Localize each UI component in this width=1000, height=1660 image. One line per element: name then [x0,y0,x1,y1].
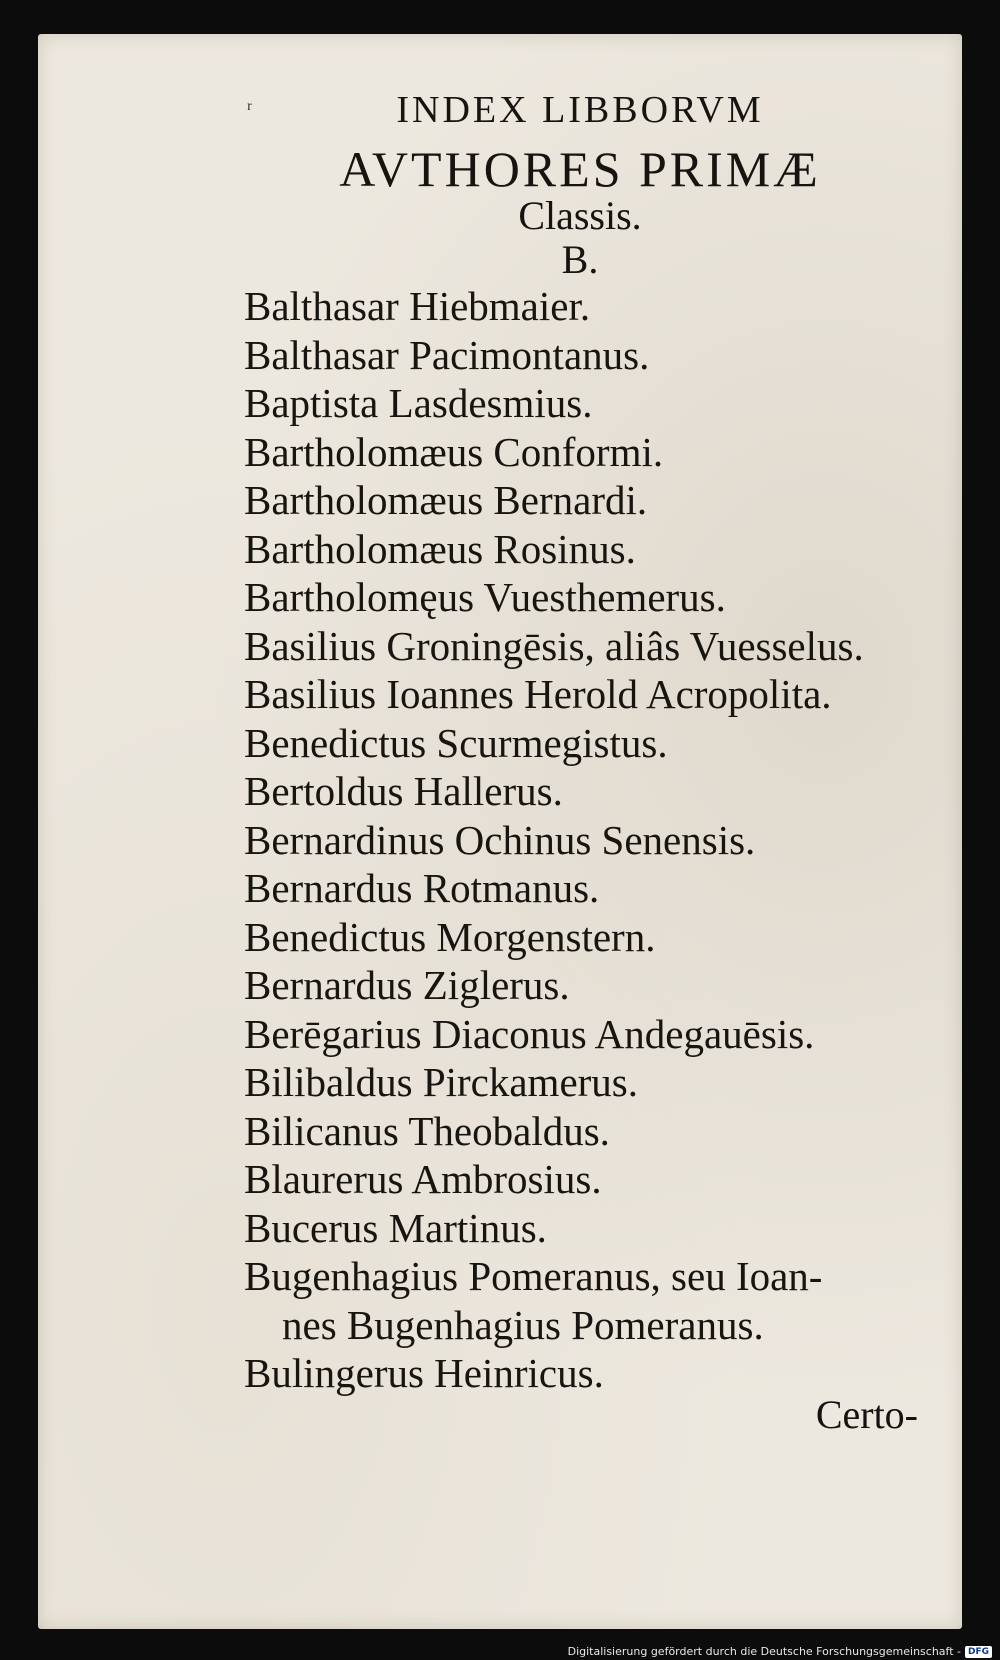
footer-text: Digitalisierung gefördert durch die Deutsche Forschungsgemeinschaft - [567,1645,961,1658]
list-item: Bucerus Martinus. [244,1204,547,1251]
list-item: Bernardus Ziglerus. [244,962,570,1008]
list-item: Bugenhagius Pomeranus, seu Ioan- [244,1253,823,1299]
margin-mark: ʳ [247,96,252,121]
list-item: Balthasar Hiebmaier. [244,283,591,329]
running-title: INDEX LIBBORVM [396,89,764,131]
list-item: Bernardus Rotmanus. [244,865,600,911]
author-list [244,282,944,1398]
list-item: Bilicanus Theobaldus. [244,1107,610,1154]
list-item: Bartholomæus Bernardi. [244,477,648,523]
digitization-footer [568,1645,992,1658]
list-item: Bulingerus Heinricus. [244,1350,604,1396]
list-item: Benedictus Scurmegistus. [244,719,668,766]
section-subtitle: Classis. [518,193,642,238]
letter-heading: B. [561,237,599,282]
list-item: Berēgarius Diaconus Andegauēsis. [244,1010,815,1057]
list-item: Bilibaldus Pirckamerus. [244,1059,639,1105]
list-item: Bernardinus Ochinus Senensis. [244,816,756,863]
list-item: Balthasar Pacimontanus. [244,331,650,378]
list-item-continuation: nes Bugenhagius Pomeranus. [282,1301,764,1348]
list-item: Bartholomęus Vuesthemerus. [244,574,726,620]
list-item: Bartholomæus Rosinus. [244,525,636,572]
section-title: AVTHORES PRIMÆ [339,141,821,197]
list-item: Baptista Lasdesmius. [244,380,593,426]
catchword: Certo- [815,1392,918,1437]
list-item: Blaurerus Ambrosius. [244,1156,602,1202]
dfg-logo-icon: DFG [965,1646,992,1658]
list-item: Bartholomæus Conformi. [244,428,664,475]
list-item: Basilius Ioannes Herold Acropolita. [244,671,832,717]
list-item: Basilius Groningēsis, aliâs Vuesselus. [244,622,864,669]
list-item: Bertoldus Hallerus. [244,768,563,814]
list-item: Benedictus Morgenstern. [244,913,656,960]
